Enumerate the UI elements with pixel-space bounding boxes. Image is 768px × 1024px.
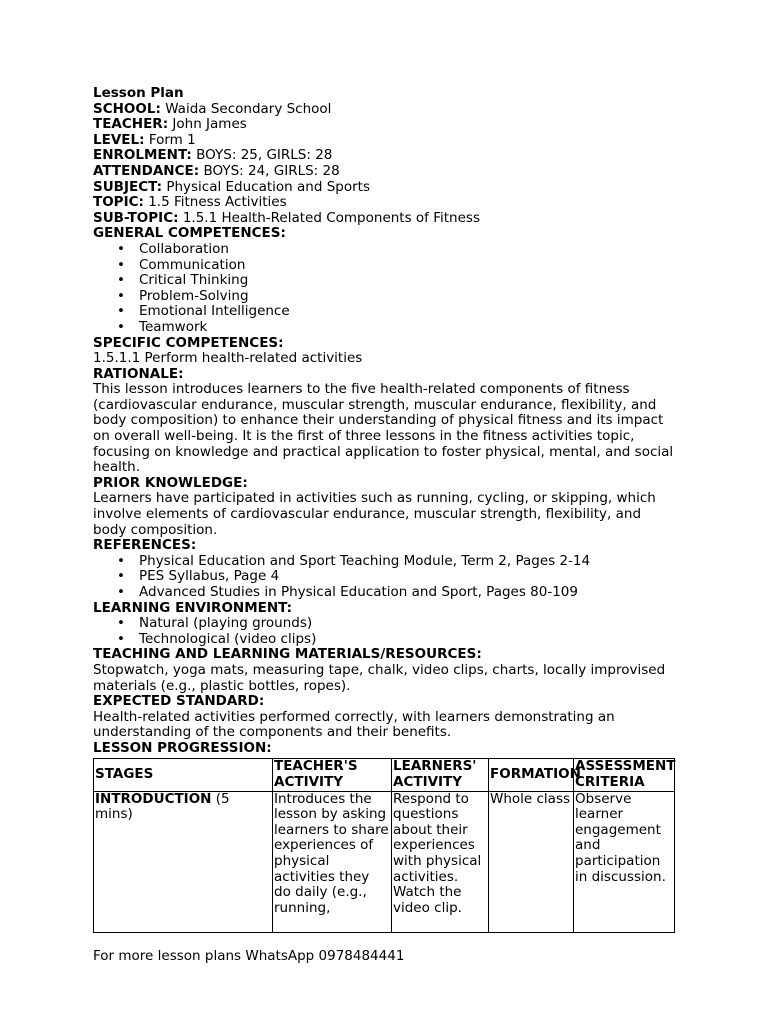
table-header-row xyxy=(94,758,675,791)
table-row xyxy=(94,791,675,932)
list-item: • Technological (video clips) xyxy=(139,632,678,648)
document-title: Lesson Plan xyxy=(93,85,184,101)
field-topic: TOPIC: 1.5 Fitness Activities xyxy=(93,194,287,211)
expected-standard-heading: EXPECTED STANDARD: xyxy=(93,693,265,710)
field-teacher: TEACHER: John James xyxy=(93,116,247,133)
field-attendance: ATTENDANCE: BOYS: 24, GIRLS: 28 xyxy=(93,162,340,179)
prior-knowledge-text: Learners have participated in activities such as running, cycling, or skipping, which involve elements of cardiovascular endurance, muscular strength, flexibility, and body composition. xyxy=(93,490,656,538)
list-item: • Emotional Intelligence xyxy=(139,304,678,320)
list-item: • Advanced Studies in Physical Education and Sport, Pages 80-109 xyxy=(139,585,678,601)
cell-formation: Whole class xyxy=(489,791,574,932)
column-header-learners-activity: LEARNERS' ACTIVITY xyxy=(392,758,489,791)
list-item: • Natural (playing grounds) xyxy=(139,616,678,632)
lesson-progression-table xyxy=(93,758,675,933)
specific-competences-text: 1.5.1.1 Perform health-related activities xyxy=(93,350,363,367)
general-competences-list xyxy=(93,242,678,336)
specific-competences-heading: SPECIFIC COMPETENCES: xyxy=(93,334,284,351)
field-list xyxy=(93,102,678,227)
rationale-heading: RATIONALE: xyxy=(93,365,184,382)
column-header-formation: FORMATION xyxy=(489,758,574,791)
field-school: SCHOOL: Waida Secondary School xyxy=(93,100,332,117)
list-item: • Communication xyxy=(139,258,678,274)
footer-note: For more lesson plans WhatsApp 0978484441 xyxy=(93,948,405,964)
list-item: • Physical Education and Sport Teaching Module, Term 2, Pages 2-14 xyxy=(139,554,678,570)
column-header-assessment-criteria: ASSESSMENT CRITERIA xyxy=(575,757,676,790)
field-sub-topic: SUB-TOPIC: 1.5.1 Health-Related Components of Fitness xyxy=(93,209,480,226)
learning-environment-list xyxy=(93,616,678,647)
lesson-plan-document xyxy=(93,86,678,933)
prior-knowledge-heading: PRIOR KNOWLEDGE: xyxy=(93,474,248,491)
references-heading: REFERENCES: xyxy=(93,537,197,554)
learning-environment-heading: LEARNING ENVIRONMENT: xyxy=(93,599,293,616)
expected-standard-text: Health-related activities performed correctly, with learners demonstrating an understanding of the components and their benefits. xyxy=(93,708,615,741)
field-level: LEVEL: Form 1 xyxy=(93,131,196,148)
general-competences-heading: GENERAL COMPETENCES: xyxy=(93,225,286,242)
cell-learners-activity: Respond to questions about their experiences with physical activities. Watch the video clip. xyxy=(392,791,489,932)
list-item: • PES Syllabus, Page 4 xyxy=(139,569,678,585)
list-item: • Critical Thinking xyxy=(139,273,678,289)
list-item: • Collaboration xyxy=(139,242,678,258)
column-header-stages: STAGES xyxy=(94,758,273,791)
cell-stage: INTRODUCTION (5 mins) xyxy=(94,791,273,932)
materials-heading: TEACHING AND LEARNING MATERIALS/RESOURCES: xyxy=(93,646,482,663)
column-header-teacher-activity: TEACHER'S ACTIVITY xyxy=(273,758,392,791)
references-list xyxy=(93,554,678,601)
cell-teacher-activity: Introduces the lesson by asking learners to share experiences of physical activities they do daily (e.g., running, xyxy=(273,791,392,932)
field-subject: SUBJECT: Physical Education and Sports xyxy=(93,178,370,195)
materials-text: Stopwatch, yoga mats, measuring tape, chalk, video clips, charts, locally improvised materials (e.g., plastic bottles, ropes). xyxy=(93,661,666,694)
list-item: • Teamwork xyxy=(139,320,678,336)
field-enrolment: ENROLMENT: BOYS: 25, GIRLS: 28 xyxy=(93,147,333,164)
list-item: • Problem-Solving xyxy=(139,289,678,305)
lesson-progression-heading: LESSON PROGRESSION: xyxy=(93,739,272,756)
cell-assessment-criteria: Observe learner engagement and participation in discussion. xyxy=(574,791,675,932)
rationale-text: This lesson introduces learners to the five health-related components of fitness (cardiovascular endurance, muscular strength, muscular endurance, flexibility, and body composition) to enhance their understanding of physical fitness and its impact on overall well-being. It is the first of three lessons in the fitness activities topic, focusing on knowledge and practical application to foster physical, mental, and social health. xyxy=(93,381,674,476)
